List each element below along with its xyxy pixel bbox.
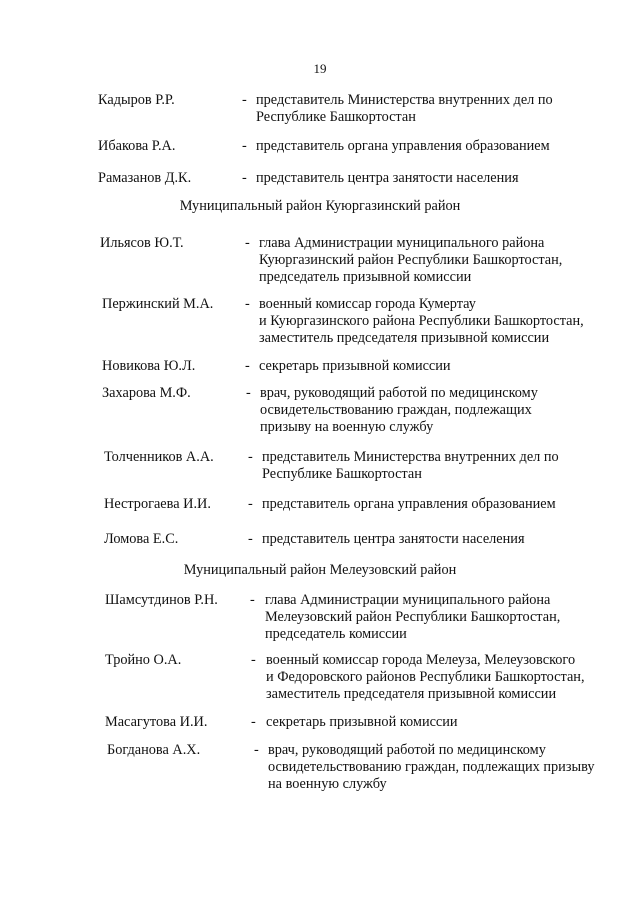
section-heading: Муниципальный район Куюргазинский район xyxy=(179,198,461,214)
member-name: Кадыров Р.Р. xyxy=(98,92,175,108)
member-role xyxy=(259,358,619,375)
role-line: Республике Башкортостан xyxy=(256,109,416,125)
role-line: врач, руководящий работой по медицинскому xyxy=(268,742,546,758)
member-role xyxy=(262,449,622,483)
role-line: и Федоровского районов Республики Башкортостан, xyxy=(266,669,585,685)
member-role xyxy=(262,531,622,548)
dash-separator: - xyxy=(242,138,247,154)
dash-separator: - xyxy=(246,385,251,401)
role-line: глава Администрации муниципального района xyxy=(259,235,545,251)
role-line: заместитель председателя призывной комиссии xyxy=(259,330,550,346)
dash-separator: - xyxy=(242,92,247,108)
role-line: освидетельствованию граждан, подлежащих xyxy=(260,402,532,418)
dash-separator: - xyxy=(242,170,247,186)
role-line: и Куюргазинского района Республики Башкортостан, xyxy=(259,313,584,329)
role-line: Мелеузовский район Республики Башкортостан, xyxy=(265,609,561,625)
role-line: представитель центра занятости населения xyxy=(262,531,525,547)
member-name: Ибакова Р.А. xyxy=(98,138,176,154)
dash-separator: - xyxy=(248,531,253,547)
member-name: Богданова А.Х. xyxy=(107,742,201,758)
member-role xyxy=(262,496,622,513)
role-line: военный комиссар города Кумертау xyxy=(259,296,476,312)
member-role xyxy=(256,92,616,126)
role-line: освидетельствованию граждан, подлежащих призыву xyxy=(268,759,595,775)
role-line: председатель комиссии xyxy=(265,626,407,642)
member-name: Нестрогаева И.И. xyxy=(104,496,211,512)
dash-separator: - xyxy=(248,449,253,465)
role-line: призыву на военную службу xyxy=(260,419,434,435)
member-name: Масагутова И.И. xyxy=(105,714,208,730)
dash-separator: - xyxy=(254,742,259,758)
role-line: секретарь призывной комиссии xyxy=(266,714,458,730)
dash-separator: - xyxy=(248,496,253,512)
member-name: Захарова М.Ф. xyxy=(102,385,191,401)
member-name: Рамазанов Д.К. xyxy=(98,170,192,186)
member-role xyxy=(268,742,628,793)
dash-separator: - xyxy=(245,235,250,251)
member-name: Пержинский М.А. xyxy=(102,296,214,312)
member-name: Ильясов Ю.Т. xyxy=(100,235,184,251)
role-line: военный комиссар города Мелеуза, Мелеузовского xyxy=(266,652,576,668)
dash-separator: - xyxy=(251,652,256,668)
role-line: глава Администрации муниципального района xyxy=(265,592,551,608)
role-line: Куюргазинский район Республики Башкортостан, xyxy=(259,252,563,268)
member-role xyxy=(259,235,619,286)
role-line: Республике Башкортостан xyxy=(262,466,422,482)
role-line: на военную службу xyxy=(268,776,387,792)
role-line: представитель органа управления образованием xyxy=(262,496,556,512)
role-line: заместитель председателя призывной комиссии xyxy=(266,686,557,702)
member-role xyxy=(260,385,620,436)
dash-separator: - xyxy=(250,592,255,608)
role-line: председатель призывной комиссии xyxy=(259,269,472,285)
member-name: Ломова Е.С. xyxy=(104,531,179,547)
member-role xyxy=(259,296,619,347)
member-role xyxy=(256,170,616,187)
role-line: представитель органа управления образованием xyxy=(256,138,550,154)
role-line: представитель центра занятости населения xyxy=(256,170,519,186)
member-role xyxy=(256,138,616,155)
role-line: врач, руководящий работой по медицинскому xyxy=(260,385,538,401)
page-number: 19 xyxy=(313,61,327,76)
member-name: Новикова Ю.Л. xyxy=(102,358,196,374)
dash-separator: - xyxy=(251,714,256,730)
dash-separator: - xyxy=(245,296,250,312)
member-name: Толченников А.А. xyxy=(104,449,214,465)
dash-separator: - xyxy=(245,358,250,374)
role-line: представитель Министерства внутренних дел по xyxy=(256,92,553,108)
section-heading: Муниципальный район Мелеузовский район xyxy=(183,562,457,578)
member-name: Тройно О.А. xyxy=(105,652,182,668)
role-line: секретарь призывной комиссии xyxy=(259,358,451,374)
member-role xyxy=(266,652,626,703)
role-line: представитель Министерства внутренних дел по xyxy=(262,449,559,465)
member-role xyxy=(265,592,625,643)
member-role xyxy=(266,714,626,731)
member-name: Шамсутдинов Р.Н. xyxy=(105,592,218,608)
